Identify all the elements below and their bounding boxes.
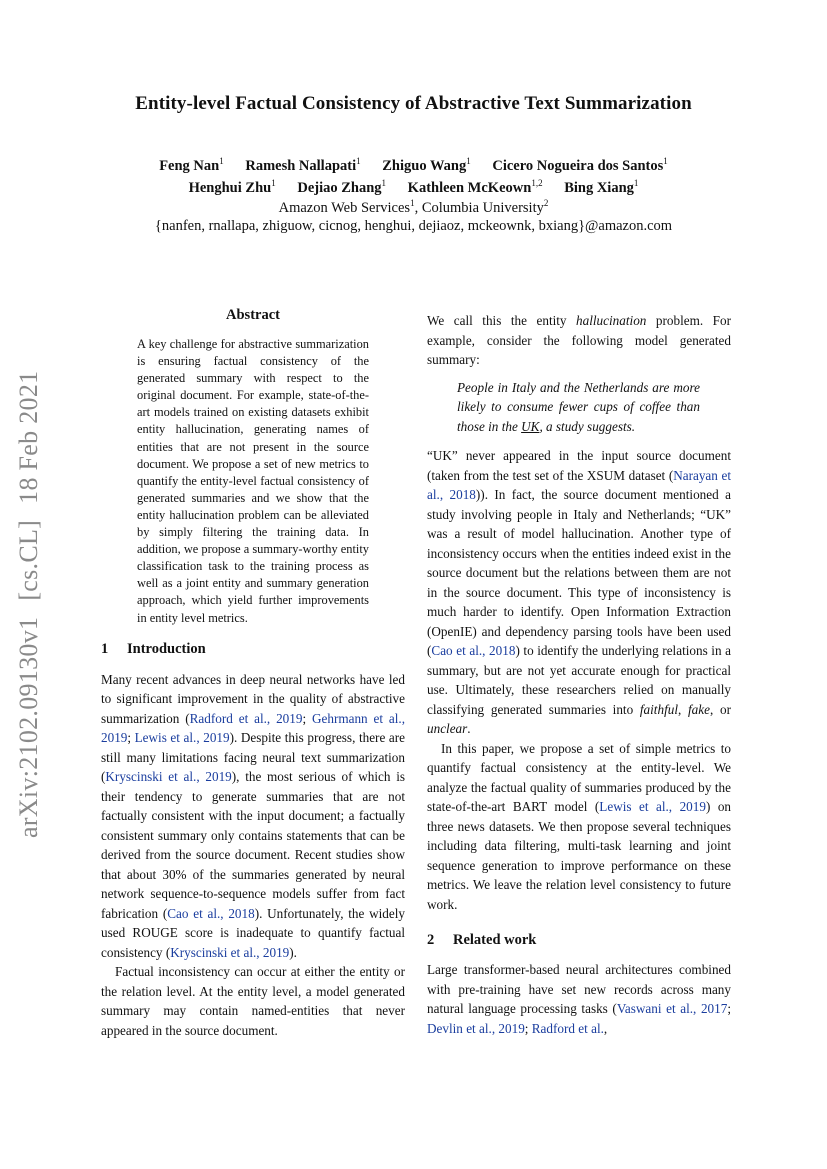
citation-link[interactable]: Radford et al. bbox=[531, 1020, 604, 1036]
citation-link[interactable]: Lewis et al., 2019 bbox=[134, 730, 230, 746]
citation-link[interactable]: Gehrmann et al., 2019 bbox=[101, 710, 406, 746]
citation-link[interactable]: Devlin et al., 2019 bbox=[427, 1020, 525, 1036]
arxiv-date: 18 Feb 2021 bbox=[14, 370, 43, 504]
authors-row-1 bbox=[0, 156, 827, 175]
citation-link[interactable]: Kryscinski et al., 2019 bbox=[105, 769, 232, 785]
abstract-text: A key challenge for abstractive summarization is ensuring factual consistency of the generated summary with respect to the original document. For example, state-of-the-art models trained on existing datasets exhibit entity hallucination, generating names of entities that are not present in the source document. We propose a set of new metrics to quantify the entity-level factual consistency of generated summaries and we show that the entity hallucination problem can be alleviated by simply filtering the training data. In addition, we propose a summary-worthy entity classification task to the training process as well as a joint entity and summary generation approach, which yield further improvements in entity level metrics. bbox=[137, 337, 369, 625]
citation-link[interactable]: Cao et al., 2018 bbox=[167, 905, 255, 921]
author: Henghui Zhu$^1$ bbox=[188, 178, 276, 196]
citation-link[interactable]: Lewis et al., 2019 bbox=[599, 799, 706, 814]
arxiv-id: arXiv:2102.09130v1 bbox=[14, 616, 43, 838]
citation-link[interactable]: Vaswani et al., 2017 bbox=[616, 1001, 728, 1016]
abstract-heading: Abstract bbox=[226, 307, 280, 323]
section-heading-related-work: 2 Related work bbox=[427, 932, 537, 948]
right-column bbox=[427, 311, 731, 1038]
author: Dejiao Zhang$^1$ bbox=[297, 178, 387, 196]
proposal-paragraph: In this paper, we propose a set of simple metrics to quantify factual consistency at the entity-level. We analyze the factual quality of summaries produced by the state-of-the-art BART model (Lewis et al., 2019) on three news datasets. We then propose several techniques including data filtering, multi-task learning and joint sequence generation to improve performance on these metrics. We leave the relation level consistency to future work. bbox=[427, 740, 732, 912]
author: Ramesh Nallapati$^1$ bbox=[245, 156, 361, 174]
citation-link[interactable]: Narayan et al., 2018 bbox=[427, 467, 731, 502]
related-work-paragraph: Large transformer-based neural architectures combined with pre-training have set new records across many natural language processing tasks (Vaswani et al., 2017; Devlin et al., 2019; Radford et al., bbox=[427, 962, 731, 1036]
uk-paragraph: “UK” never appeared in the input source document (taken from the test set of the XSUM dataset (Narayan et al., 2018)). In fact, the source document mentioned a study involving people in Italy and Netherlands; “UK” was a result of model hallucination. Another type of inconsistency occurs when the entities indeed exist in the source document but the relations between them are not in the source document. This type of inconsistency is much harder to identify. Open Information Extraction (OpenIE) and dependency parsing tools have been used (Cao et al., 2018) to identify the underlying relations in a summary, but are not yet accurate enough for practical use. Ultimately, these researchers relied on manually classifying generated summaries into faithful, fake, or unclear. bbox=[427, 448, 732, 736]
affiliations: Amazon Web Services$^1$, Columbia University$^2$ bbox=[278, 198, 549, 216]
authors-row-2 bbox=[0, 178, 827, 197]
arxiv-category: [cs.CL] bbox=[14, 519, 43, 601]
left-column bbox=[101, 307, 405, 1040]
intro-paragraph-2: Factual inconsistency can occur at either the entity or the relation level. At the entity level, a model generated summary may contain named-entities that never appeared in the source document. bbox=[101, 964, 405, 1038]
citation-link[interactable]: Cao et al., 2018 bbox=[431, 643, 516, 658]
author: Zhiguo Wang$^1$ bbox=[382, 156, 471, 174]
author: Kathleen McKeown$^{1,2}$ bbox=[407, 178, 543, 196]
author-emails: {nanfen, rnallapa, zhiguow, cicnog, henghui, dejiaoz, mckeownk, bxiang}@amazon.com bbox=[154, 218, 673, 234]
arxiv-stamp bbox=[14, 358, 48, 838]
section-heading-introduction: 1 Introduction bbox=[101, 640, 206, 657]
paper-title: Entity-level Factual Consistency of Abstractive Text Summarization bbox=[135, 93, 692, 114]
author: Cicero Nogueira dos Santos$^1$ bbox=[492, 156, 668, 174]
intro-paragraph-1: Many recent advances in deep neural networks have led to significant improvement in the quality of abstractive summarization (Radford et al., 2019; Gehrmann et al., 2019; Lewis et al., 2019). Despite this progress, there are still many limitations facing neural text summarization (Kryscinski et al., 2019), the most serious of which is their tendency to generate summaries that are not factually consistent with the input document; a factually consistent summary only contains statements that can be derived from the source document. Recent studies show that about 30% of the summaries generated by neural network sequence-to-sequence models suffer from fact fabrication (Cao et al., 2018). Unfortunately, the widely used ROUGE score is inadequate to quantify factual consistency (Kryscinski et al., 2019). bbox=[101, 671, 406, 960]
hallucination-paragraph: We call this the entity hallucination problem. For example, consider the following model generated summary: bbox=[427, 313, 731, 367]
citation-link[interactable]: Kryscinski et al., 2019 bbox=[170, 944, 290, 960]
author: Feng Nan$^1$ bbox=[159, 156, 224, 174]
author: Bing Xiang$^1$ bbox=[564, 178, 639, 196]
example-summary-quote: People in Italy and the Netherlands are more likely to consume fewer cups of coffee than those in the UK, a study suggests. bbox=[457, 379, 700, 434]
citation-link[interactable]: Radford et al., 2019 bbox=[189, 710, 303, 726]
